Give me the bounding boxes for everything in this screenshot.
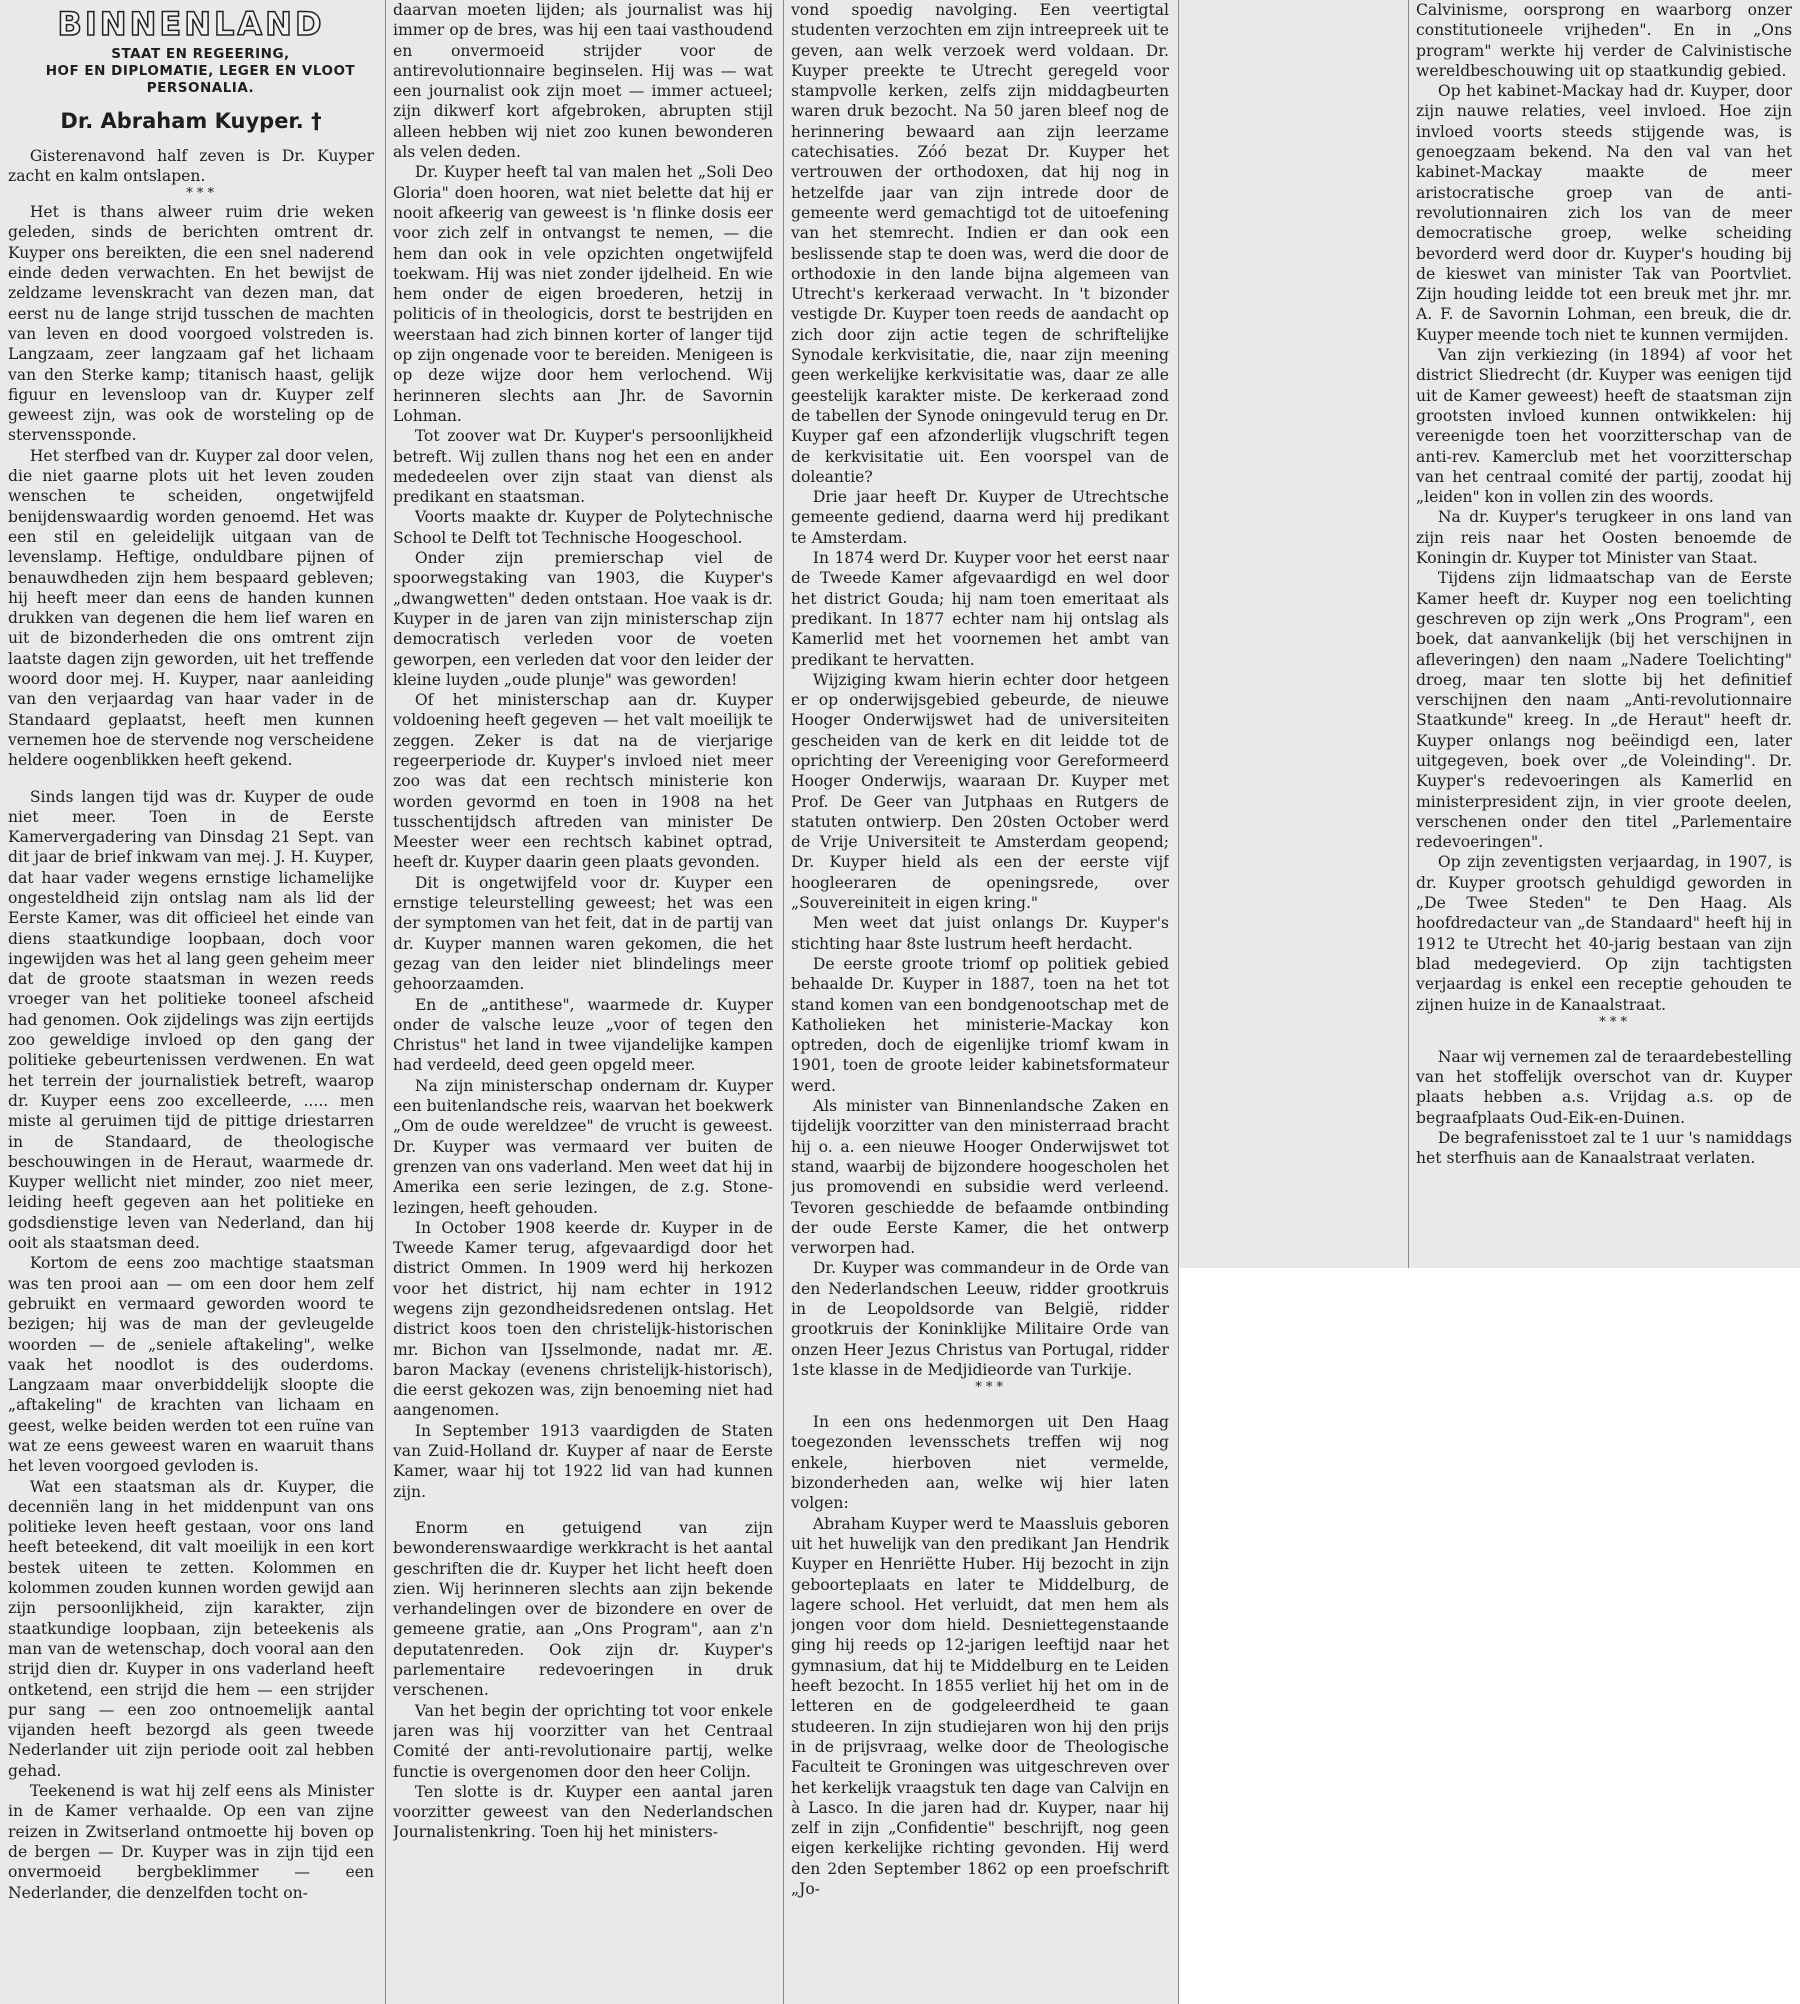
paragraph: De eerste groote triomf op politiek gebied behaalde Dr. Kuyper in 1887, toen na het tot stand komen van een bondgenootschap met de Katholieken het ministerie-Mackay kon optreden, doch de eigenlijke triomf kwam in 1901, toen de groote leider kabinetsformateur werd. — [791, 954, 1169, 1095]
paragraph: Als minister van Binnenlandsche Zaken en tijdelijk voorzitter van den ministerraad bracht hij o. a. een nieuwe Hooger Onderwijswet tot stand, waarbij de bijzondere hoogescholen het jus promovendi en subsidie werd verleend. Tevoren geschiedde de befaamde ontbinding der oude Eerste Kamer, die het ontwerp verworpen had. — [791, 1097, 1169, 1258]
article-headline: Dr. Abraham Kuyper. † — [60, 109, 322, 134]
article-column-4 — [1416, 0, 1792, 1264]
paragraph: Tot zoover wat Dr. Kuyper's persoonlijkheid betreft. Wij zullen thans nog het een en ander mededeelen over zijn staat van dienst als predikant en staatsman. — [393, 427, 773, 507]
paragraph: Enorm en getuigend van zijn bewonderenswaardige werkkracht is het aantal geschriften die dr. Kuyper het licht heeft doen zien. Wij herinneren slechts aan zijn bekende verhandelingen over de bizondere en over de gemeene gratie, aan „Ons Program", aan z'n deputatenreden. Ook zijn dr. Kuyper's parlementaire redevoeringen in druk verschenen. — [393, 1518, 773, 1700]
article-column-2 — [393, 0, 773, 2004]
paragraph: Van het begin der oprichting tot voor enkele jaren was hij voorzitter van het Centraal Comité der anti-revolutionaire partij, welke functie is overgenomen door den heer Colijn. — [393, 1701, 773, 1781]
paragraph: En de „antithese", waarmede dr. Kuyper onder de valsche leuze „voor of tegen den Christus" het land in twee vijandelijke kampen had verdeeld, deed geen opgeld meer. — [393, 995, 773, 1075]
paragraph: Gisterenavond half zeven is Dr. Kuyper zacht en kalm ontslapen. — [8, 146, 374, 185]
paragraph: Of het ministerschap aan dr. Kuyper voldoening heeft gegeven — het valt moeilijk te zeggen. Zeker is dat na de vierjarige regeerperiode dr. Kuyper's invloed niet meer zoo was dat een rechtsch ministerie kon worden gevormd en toen in 1908 na het tusschentijdsch aftreden van minister De Meester weer een rechtsch kabinet optrad, heeft dr. Kuyper daarin geen plaats gevonden. — [393, 691, 773, 872]
separator-asterisks: * * * — [975, 1380, 1003, 1396]
article-column-1 — [8, 0, 374, 2004]
paragraph: In 1874 werd Dr. Kuyper voor het eerst naar de Tweede Kamer afgevaardigd en wel door het district Gouda; hij nam toen emeritaat als predikant. In 1877 echter nam hij ontslag als Kamerlid met het voornemen het ambt van predikant te hervatten. — [791, 549, 1169, 669]
column-rule — [1178, 0, 1179, 2004]
paragraph: Dr. Kuyper heeft tal van malen het „Soli Deo Gloria" doen hooren, wat niet belette dat hij er nooit afkeerig van geweest is 'n flinke dosis eer voor zich zelf in ontvangst te nemen, — die hem dan ook in vele opzichten ongetwijfeld toekwam. Hij was niet zonder ijdelheid. En wie hem onder de eigen broederen, hetzij in politicis of in theologicis, dorst te bestrijden en weerstaan had zich binnen korter of langer tijd op zijn ongenade voor te bereiden. Menigeen is op deze wijze door hem verlochend. Wij herinneren slechts aan Jhr. de Savornin Lohman. — [393, 163, 773, 425]
separator-asterisks: * * * — [1599, 1014, 1627, 1030]
paragraph: Op het kabinet-Mackay had dr. Kuyper, door zijn nauwe relaties, veel invloed. Hoe zijn invloed voorts steeds stijgende was, is genoegzaam bekend. Na den val van het kabinet-Mackay maakte de meer aristocratische groep van de anti-revolutionnairen zich los van de meer democratische groep, welke scheiding bevorderd werd door dr. Kuyper's houding bij de kieswet van minister Tak van Poortvliet. Zijn houding leidde tot een breuk met jhr. mr. A. F. de Savornin Lohman, een breuk, die dr. Kuyper meende toch niet te kunnen vermijden. — [1416, 82, 1792, 344]
paragraph: De begrafenisstoet zal te 1 uur 's namiddags het sterfhuis aan de Kanaalstraat verlaten. — [1416, 1129, 1792, 1168]
paragraph: vond spoedig navolging. Een veertigtal studenten verzochten em zijn intreepreek uit te geven, aan welk verzoek werd voldaan. Dr. Kuyper preekte te Utrecht geregeld voor stampvolle kerken, zelfs zijn middagbeurten waren druk bezocht. Na 50 jaren bleef nog de herinnering bewaard aan zijn leerzame catechisaties. Zóó bezat Dr. Kuyper het vertrouwen der orthodoxen, dat hij nog in hetzelfde jaar van zijn intrede door de gemeente werd gemachtigd tot de uitoefening van het stemrecht. Indien er dan ook een beslissende stap te doen was, werd die door de orthodoxie in den lande bijna algemeen van Utrecht's kerkeraad verwacht. In 't bizonder vestigde Dr. Kuyper toen reeds de aandacht op zich door zijn actie tegen de schriftelijke Synodale kerkvisitatie, die, naar zijn meening geen werkelijke kerkvisitatie was, daar ze alle geestelijk karakter miste. De kerkeraad zond de tabellen der Synode oningevuld terug en Dr. Kuyper gaf een afzonderlijk vlugschrift tegen de kerkvisitatie uit. Een voorspel van de doleantie? — [791, 1, 1169, 486]
paragraph: Dr. Kuyper was commandeur in de Orde van den Nederlandschen Leeuw, ridder grootkruis in de Leopoldsorde van België, ridder grootkruis der Koninklijke Militaire Orde van onzen Heer Jezus Christus van Portugal, ridder 1ste klasse in de Medjidieorde van Turkije. — [791, 1259, 1169, 1379]
paragraph: Wat een staatsman als dr. Kuyper, die decenniën lang in het middenpunt van ons politieke leven heeft gestaan, voor ons land heeft beteekend, dit valt moeilijk in een kort bestek uiteen te zetten. Kolommen en kolommen zouden kunnen worden gewijd aan zijn persoonlijkheid, zijn karakter, zijn staatkundige loopbaan, zijn beteekenis als man van de wetenschap, doch vooral aan den strijd dien dr. Kuyper in ons vaderland heeft ontketend, een strijd die hem — een strijder pur sang — een zoo ontnoemelijk aantal vijanden heeft bezorgd als geen tweede Nederlander uit zijn periode ooit zal hebben gehad. — [8, 1477, 374, 1780]
section-masthead: BINNENLAND — [57, 5, 325, 43]
paragraph: In September 1913 vaardigden de Staten van Zuid-Holland dr. Kuyper af naar de Eerste Kamer, waar hij tot 1922 lid van had kunnen zijn. — [393, 1421, 773, 1501]
paragraph: Kortom de eens zoo machtige staatsman was ten prooi aan — om een door hem zelf gebruikt en vermaard geworden woord te bezigen; hij was de man der gevleugelde woorden — de „seniele aftakeling", welke vaak het noodlot is des ouderdoms. Langzaam maar onverbiddelijk sloopte die „aftakeling" de krachten van lichaam en geest, welke beiden werden tot een ruïne van wat ze eens geweest waren en waaruit thans het leven voorgoed gevloden is. — [8, 1254, 374, 1476]
paragraph: Het is thans alweer ruim drie weken geleden, sinds de berichten omtrent dr. Kuyper ons bereikten, die een snel naderend einde deden verwachten. En het bewijst de zeldzame levenskracht van dezen man, dat eerst nu de lange strijd tusschen de machten van leven en dood voorgoed volstreden is. Langzaam, zeer langzaam gaf het lichaam van den Sterke kamp; titanisch haast, gelijk figuur en levensloop van dr. Kuyper zelf geweest zijn, was ook de worsteling op de stervenssponde. — [8, 203, 374, 445]
paragraph: Wijziging kwam hierin echter door hetgeen er op onderwijsgebied gebeurde, de nieuwe Hooger Onderwijswet had de universiteiten gescheiden van de kerk en dit leidde tot de oprichting der Vereeniging voor Gereformeerd Hooger Onderwijs, waaraan Dr. Kuyper met Prof. De Geer van Jutphaas en Rutgers de statuten ontwierp. Den 20sten October werd de Vrije Universiteit te Amsterdam geopend; Dr. Kuyper hield als een der eerste vijf hoogleeraren de openingsrede, over „Souvereiniteit in eigen kring." — [791, 670, 1169, 913]
paragraph: In een ons hedenmorgen uit Den Haag toegezonden levensschets treffen wij nog enkele, hierboven niet vermelde, bizonderheden aan, welke wij hier laten volgen: — [791, 1413, 1169, 1513]
paragraph: Voorts maakte dr. Kuyper de Polytechnische School te Delft tot Technische Hoogeschool. — [393, 508, 773, 547]
paragraph: Calvinisme, oorsprong en waarborg onzer constitutioneele vrijheden". En in „Ons program" werkte hij verder de Calvinistische wereldbeschouwing uit op staatkundig gebied. — [1416, 1, 1792, 80]
article-column-3 — [791, 0, 1169, 2004]
paragraph: Na dr. Kuyper's terugkeer in ons land van zijn reis naar het Oosten benoemde de Koningin dr. Kuyper tot Minister van Staat. — [1416, 508, 1792, 568]
section-subtitle: PERSONALIA. — [146, 80, 255, 97]
paragraph: Teekenend is wat hij zelf eens als Minister in de Kamer verhaalde. Op een van zijne reizen in Zwitserland ontmoette hij boven op de bergen — Dr. Kuyper was in zijn tijd een onvermoeid bergbeklimmer — een Nederlander, die denzelfden tocht on- — [8, 1782, 374, 1902]
paragraph: Naar wij vernemen zal de teraardebestelling van het stoffelijk overschot van dr. Kuyper plaats hebben a.s. Vrijdag a.s. op de begraafplaats Oud-Eik-en-Duinen. — [1416, 1047, 1792, 1127]
column-rule — [385, 0, 386, 2004]
column-rule — [1408, 0, 1409, 1268]
paragraph: Abraham Kuyper werd te Maassluis geboren uit het huwelijk van den predikant Jan Hendrik Kuyper en Henriëtte Huber. Hij bezocht in zijn geboorteplaats en later te Middelburg, de lagere school. Het verluidt, dat men hem als jongen voor dom hield. Desniettegenstaande ging hij reeds op 12-jarigen leeftijd naar het gymnasium, dat hij te Middelburg en te Leiden heeft bezocht. In 1855 verliet hij het om in de letteren en de godgeleerdheid te gaan studeeren. In zijn studiejaren won hij den prijs in de prijsvraag, welke door de Theologische Faculteit te Groningen was uitgeschreven over het kerkelijk vraagstuk ten dage van Calvijn en à Lasco. In die jaren had dr. Kuyper, naar hij zelf in zijn „Confidentie" beschrijft, nog geen eigen kerkelijke richting gevonden. Hij werd den 2den September 1862 op een proefschrift „Jo- — [791, 1514, 1169, 1899]
paragraph: Het sterfbed van dr. Kuyper zal door velen, die niet gaarne plots uit het leven zouden wenschen te scheiden, ongetwijfeld benijdenswaardig worden genoemd. Het was een stil en geleidelijk uitgaan van de levenslamp. Heftige, onduldbare pijnen of benauwdheden zijn hem bespaard gebleven; hij heeft meer dan eens de handen kunnen drukken van degenen die hem lief waren en uit de bizonderheden die ons omtrent zijn laatste dagen zijn geworden, uit het treffende woord door mej. H. Kuyper, naar aanleiding van den verjaardag van haar vader in de Standaard geplaatst, heeft men kunnen vernemen hoe de stervende nog verscheidene heldere oogenblikken heeft gekend. — [8, 446, 374, 770]
section-subtitle: STAAT EN REGEERING, — [111, 46, 290, 63]
paragraph: Op zijn zeventigsten verjaardag, in 1907, is dr. Kuyper grootsch gehuldigd geworden in „De Twee Steden" te Den Haag. Als hoofdredacteur van „de Standaard" heeft hij in 1912 te Utrecht het 40-jarig bestaan van zijn blad medegevierd. Op zijn tachtigsten verjaardag is enkel een receptie gehouden te zijnen huize in de Kanaalstraat. — [1416, 853, 1792, 1014]
paragraph: Onder zijn premierschap viel de spoorwegstaking van 1903, die Kuyper's „dwangwetten" deden ontstaan. Hoe vaak is dr. Kuyper in de jaren van zijn ministerschap zijn democratisch verleden voor de voeten geworpen, een verleden dat voor den leider der kleine luyden „oude plunje" was geworden! — [393, 549, 773, 689]
paragraph: Tijdens zijn lidmaatschap van de Eerste Kamer heeft dr. Kuyper nog een toelichting geschreven op zijn werk „Ons Program", een boek, dat aanvankelijk (bij het verschijnen in afleveringen) den naam „Nadere Toelichting" droeg, maar ten slotte bij het definitief verschijnen den naam „Anti-revolutionnaire Staatkunde" kreeg. In „de Heraut" heeft dr. Kuyper onlangs nog beëindigd een, later uitgegeven, boek over „de Voleinding". Dr. Kuyper's redevoeringen als Kamerlid en ministerpresident zijn, in vier groote deelen, verschenen onder den titel „Parlementaire redevoeringen". — [1416, 569, 1792, 852]
paragraph: Drie jaar heeft Dr. Kuyper de Utrechtsche gemeente gediend, daarna werd hij predikant te Amsterdam. — [791, 488, 1169, 547]
paragraph: daarvan moeten lijden; als journalist was hij immer op de bres, was hij een taai vasthoudend en onvermoeid strijder voor de antirevolutionnaire beginselen. Hij was — wat een journalist ook zijn moet — immer actueel; zijn dikwerf kort afgebroken, abrupten stijl alleen hebben wij niet zoo kunen bewonderen als velen deden. — [393, 1, 773, 162]
paragraph: Men weet dat juist onlangs Dr. Kuyper's stichting haar 8ste lustrum heeft herdacht. — [791, 914, 1169, 953]
section-subtitle: HOF EN DIPLOMATIE, LEGER EN VLOOT — [45, 63, 356, 80]
paragraph: Sinds langen tijd was dr. Kuyper de oude niet meer. Toen in de Eerste Kamervergadering van Dinsdag 21 Sept. van dit jaar de brief inkwam van mej. J. H. Kuyper, dat haar vader wegens ernstige lichamelijke ongesteldheid zijn ontslag nam als lid der Eerste Kamer, was dit officieel het einde van diens staatkundige loopbaan, doch voor ingewijden was het al lang geen geheim meer dat de groote staatsman in wezen reeds vroeger van het politieke tooneel afscheid had genomen. Ook zijdelings was zijn eertijds zoo geweldige invloed op den gang der politieke gebeurtenissen verdwenen. En wat het terrein der journalistiek betreft, waarop dr. Kuyper eens zoo excelleerde, ..... men miste al geruimen tijd de pittige driestarren in de Standaard, de theologische beschouwingen in de Heraut, waarmede dr. Kuyper wellicht niet minder, zoo niet meer, leiding heeft gegeven aan het politieke en godsdienstige leven van Nederland, dan hij ooit als staatsman deed. — [8, 787, 374, 1253]
paragraph: In October 1908 keerde dr. Kuyper in de Tweede Kamer terug, afgevaardigd door het district Ommen. In 1909 werd hij herkozen voor het district, hij nam echter in 1912 wegens zijn gezondheidsredenen ontslag. Het district koos toen den christelijk-historischen mr. Bichon van IJsselmonde, nadat mr. Æ. baron Mackay (evenens christelijk-historisch), die eerst gekozen was, zijn benoeming niet had aangenomen. — [393, 1218, 773, 1420]
paragraph: Van zijn verkiezing (in 1894) af voor het district Sliedrecht (dr. Kuyper was eenigen tijd uit de Kamer geweest) heeft de staatsman zijn grootsten invloed kunnen ontwikkelen: hij vereenigde toen het voorzitterschap van de anti-rev. Kamerclub met het voorzitterschap van het centraal comité der partij, zoodat hij „leiden" kon in vollen zin des woords. — [1416, 346, 1792, 507]
paragraph: Ten slotte is dr. Kuyper een aantal jaren voorzitter geweest van den Nederlandschen Journalistenkring. Toen hij het ministers- — [393, 1782, 773, 1842]
paragraph: Dit is ongetwijfeld voor dr. Kuyper een ernstige teleurstelling geweest; het was een der symptomen van het feit, dat in de partij van dr. Kuyper mannen waren gekomen, die het gezag van den leider niet blindelings meer gehoorzaamden. — [393, 873, 773, 994]
separator-asterisks: * * * — [186, 186, 214, 202]
paragraph: Na zijn ministerschap ondernam dr. Kuyper een buitenlandsche reis, waarvan het boekwerk „Om de oude wereldzee" de vrucht is geweest. Dr. Kuyper was vermaard ver buiten de grenzen van ons vaderland. Men weet dat hij in Amerika een serie lezingen, de z.g. Stone-lezingen, heeft gehouden. — [393, 1076, 773, 1217]
column-rule — [783, 0, 784, 2004]
